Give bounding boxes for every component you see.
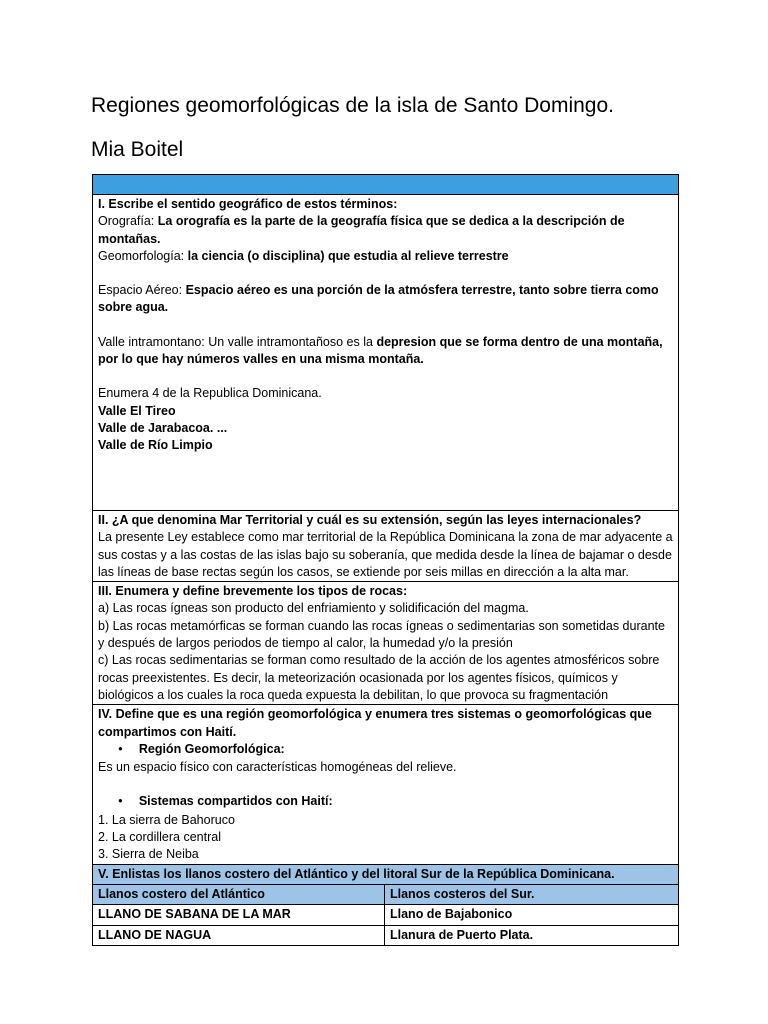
sistemas-label: ● Sistemas compartidos con Haití: xyxy=(98,793,674,811)
table-cell: LLANO DE NAGUA xyxy=(93,926,385,945)
section-3-heading: III. Enumera y define brevemente los tipos de rocas: xyxy=(98,584,408,599)
author-name: Mia Boitel xyxy=(91,138,184,161)
region-definition: Es un espacio físico con características homogéneas del relieve. xyxy=(98,760,457,775)
valle-item: Valle de Jarabacoa. ... xyxy=(98,420,228,435)
section-4 xyxy=(93,705,678,864)
table-header-bar xyxy=(93,175,678,195)
section-1-heading: I. Escribe el sentido geográfico de estos términos: xyxy=(98,197,398,211)
valle-definition-a: Un valle intramontañoso es la xyxy=(208,334,373,349)
espacio-aereo-entry xyxy=(98,282,674,317)
geomorfologia-term: Geomorfología: xyxy=(98,248,185,263)
section-5 xyxy=(93,865,678,945)
valle-definition-b: depresion que se forma dentro de una montaña, xyxy=(376,334,663,349)
valle-entry xyxy=(98,334,674,369)
section-5-heading: V. Enlistas los llanos costero del Atlántico y del litoral Sur de la República Dominicana. xyxy=(93,865,678,885)
orografia-term: Orografía: xyxy=(98,214,155,229)
orografia-entry xyxy=(98,213,674,248)
section-3 xyxy=(93,582,678,705)
valle-term: Valle intramontano: xyxy=(98,334,205,349)
llanos-table xyxy=(93,885,678,945)
section-4-heading: IV. Define que es una región geomorfológica y enumera tres sistemas o geomorfológicas que compartimos con Haití. xyxy=(98,707,652,739)
valle-item: Valle de Río Limpio xyxy=(98,438,213,453)
section-2 xyxy=(93,511,678,582)
sistema-item: 1. La sierra de Bahoruco xyxy=(98,812,235,827)
section-2-body: La presente Ley establece como mar territorial de la República Dominicana la zona de mar adyacente a sus costas y a las costas de las islas bajo su soberanía, que medida desde la línea de bajamar o desde las líneas de base rectas según los casos, se extiende por seis millas en dirección a la alta mar. xyxy=(98,530,673,579)
espacio-aereo-term: Espacio Aéreo: xyxy=(98,283,183,298)
geomorfologia-definition: la ciencia (o disciplina) que estudia al relieve terrestre xyxy=(187,248,509,263)
rock-type-metamorphic: b) Las rocas metamórficas se forman cuando las rocas ígneas o sedimentarias son sometidas durante y después de largos periodos de tiempo al calor, la humedad y/o la presión xyxy=(98,618,665,651)
section-1 xyxy=(93,195,678,511)
region-label: ● Región Geomorfológica: xyxy=(98,741,674,759)
orografia-definition: La orografía es la parte de la geografía física que se dedica a la descripción de montañas. xyxy=(98,214,625,246)
espacio-aereo-definition: Espacio aéreo es una porción de la atmósfera terrestre, tanto sobre tierra como sobre agua. xyxy=(98,283,659,315)
rock-type-sedimentary: c) Las rocas sedimentarias se forman como resultado de la acción de los agentes atmosféricos sobre rocas preexistentes. Es decir, la meteorización ocasionada por los agentes físicos, químicos y biológicos a los cuales la roca queda expuesta la debilitan, lo que provoca su fragmentación xyxy=(98,653,660,702)
valle-item: Valle El Tireo xyxy=(98,403,176,418)
table-cell: Llano de Bajabonico xyxy=(385,905,678,925)
table-cell: Llanura de Puerto Plata. xyxy=(390,927,534,942)
geomorfologia-entry xyxy=(98,248,674,265)
table-cell: LLANO DE SABANA DE LA MAR xyxy=(93,905,385,925)
rock-type-igneous: a) Las rocas ígneas son producto del enfriamiento y solidificación del magma. xyxy=(98,601,529,616)
llanos-col-header-atlantico: Llanos costero del Atlántico xyxy=(93,885,385,905)
enumera-prompt: Enumera 4 de la Republica Dominicana. xyxy=(98,386,322,401)
document-title: Regiones geomorfológicas de la isla de Santo Domingo. xyxy=(91,94,614,117)
section-2-heading: II. ¿A que denomina Mar Territorial y cuál es su extensión, según las leyes internacionales? xyxy=(98,513,642,527)
worksheet-table xyxy=(92,174,679,946)
sistema-item: 3. Sierra de Neiba xyxy=(98,847,199,862)
sistema-item: 2. La cordillera central xyxy=(98,830,221,845)
llanos-col-header-sur: Llanos costeros del Sur. xyxy=(385,885,678,905)
valle-definition-c: por lo que hay números valles en una misma montaña. xyxy=(98,352,424,367)
